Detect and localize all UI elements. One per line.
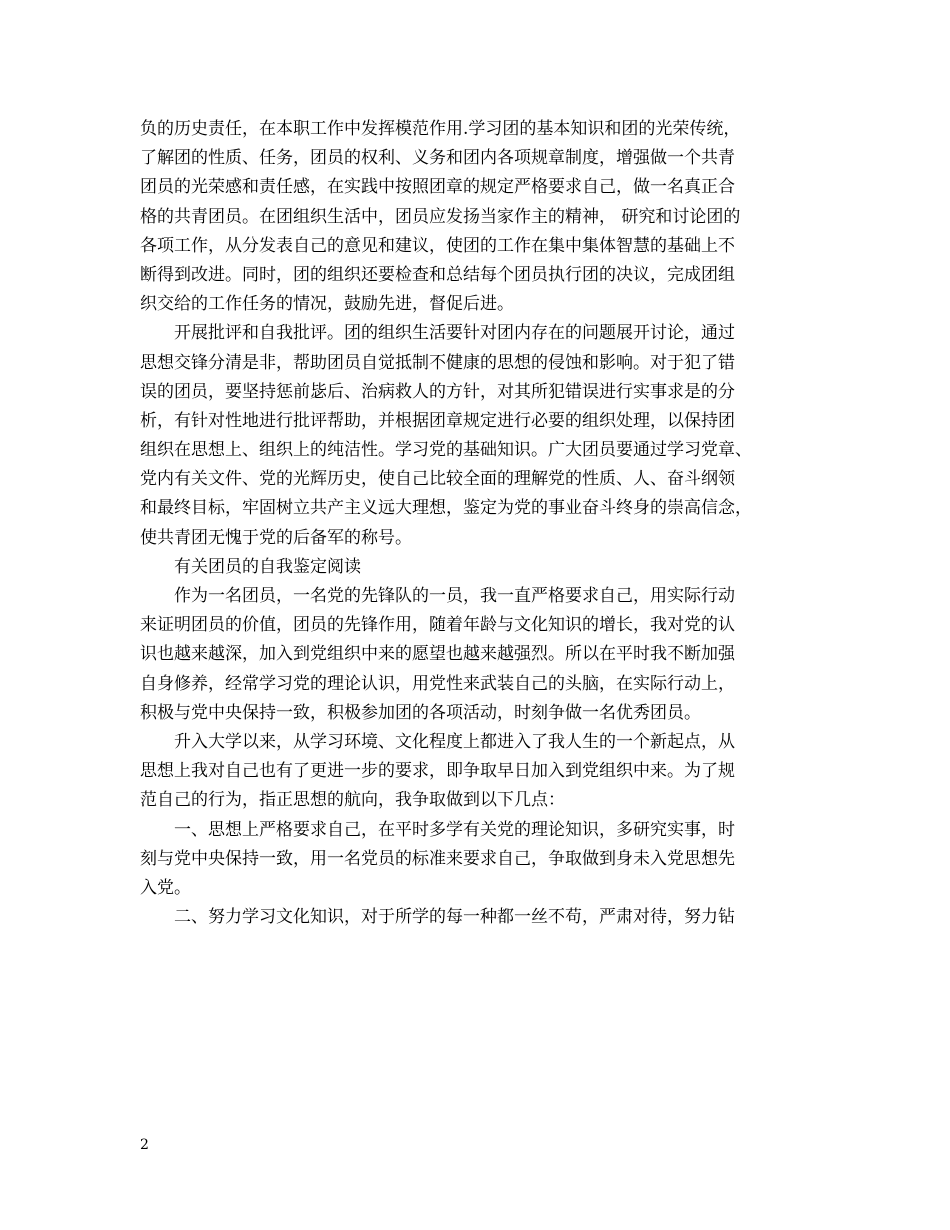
text-line: 组织在思想上、组织上的纯洁性。学习党的基础知识。广大团员要通过学习党章、 (140, 440, 752, 461)
text-line: 来证明团员的价值，团员的先锋作用，随着年龄与文化知识的增长，我对党的认 (140, 615, 735, 636)
text-line: 范自己的行为，指正思想的航向，我争取做到以下几点： (140, 790, 565, 811)
text-line: 了解团的性质、任务，团员的权利、义务和团内各项规章制度，增强做一个共青 (140, 148, 735, 169)
text-line: 刻与党中央保持一致，用一名党员的标准来要求自己，争取做到身未入党思想先 (140, 848, 735, 869)
text-line: 误的团员，要坚持惩前毖后、治病救人的方针，对其所犯错误进行实事求是的分 (140, 381, 735, 402)
text-line: 升入大学以来，从学习环境、文化程度上都进入了我人生的一个新起点，从 (174, 731, 735, 752)
text-line: 格的共青团员。在团组织生活中，团员应发扬当家作主的精神， 研究和讨论团的 (140, 206, 741, 227)
text-line: 和最终目标，牢固树立共产主义远大理想，鉴定为党的事业奋斗终身的崇高信念， (140, 498, 752, 519)
text-line: 作为一名团员，一名党的先锋队的一员，我一直严格要求自己，用实际行动 (174, 586, 735, 606)
text-line: 一、思想上严格要求自己，在平时多学有关党的理论知识，多研究实事，时 (174, 819, 735, 840)
text-line: 自身修养，经常学习党的理论认识，用党性来武装自己的头脑，在实际行动上， (140, 673, 735, 694)
text-line: 识也越来越深，加入到党组织中来的愿望也越来越强烈。所以在平时我不断加强 (140, 644, 735, 665)
text-line: 开展批评和自我批评。团的组织生活要针对团内存在的问题展开讨论，通过 (174, 323, 735, 344)
text-line: 析，有针对性地进行批评帮助，并根据团章规定进行必要的组织处理，以保持团 (140, 410, 735, 431)
text-line: 团员的光荣感和责任感，在实践中按照团章的规定严格要求自己，做一名真正合 (140, 177, 735, 198)
document-body (140, 115, 815, 932)
text-line: 思想上我对自己也有了更进一步的要求，即争取早日加入到党组织中来。为了规 (140, 761, 735, 782)
text-line: 有关团员的自我鉴定阅读 (174, 556, 361, 577)
text-line: 各项工作，从分发表自己的意见和建议，使团的工作在集中集体智慧的基础上不 (140, 235, 735, 256)
text-line: 思想交锋分清是非，帮助团员自觉抵制不健康的思想的侵蚀和影响。对于犯了错 (140, 352, 735, 373)
page-number: 2 (140, 1137, 149, 1153)
text-line: 使共青团无愧于党的后备军的称号。 (140, 527, 412, 548)
text-line: 织交给的工作任务的情况，鼓励先进，督促后进。 (140, 294, 514, 315)
text-line: 断得到改进。同时，团的组织还要检查和总结每个团员执行团的决议，完成团组 (140, 264, 735, 285)
text-line: 积极与党中央保持一致，积极参加团的各项活动，时刻争做一名优秀团员。 (140, 702, 701, 723)
text-line: 入党。 (140, 877, 191, 898)
text-line: 党内有关文件、党的光辉历史，使自己比较全面的理解党的性质、人、奋斗纲领 (140, 469, 735, 490)
text-line: 二、努力学习文化知识，对于所学的每一种都一丝不苟，严肃对待，努力钻 (174, 907, 735, 928)
text-line: 负的历史责任，在本职工作中发挥模范作用.学习团的基本知识和团的光荣传统， (140, 119, 741, 139)
